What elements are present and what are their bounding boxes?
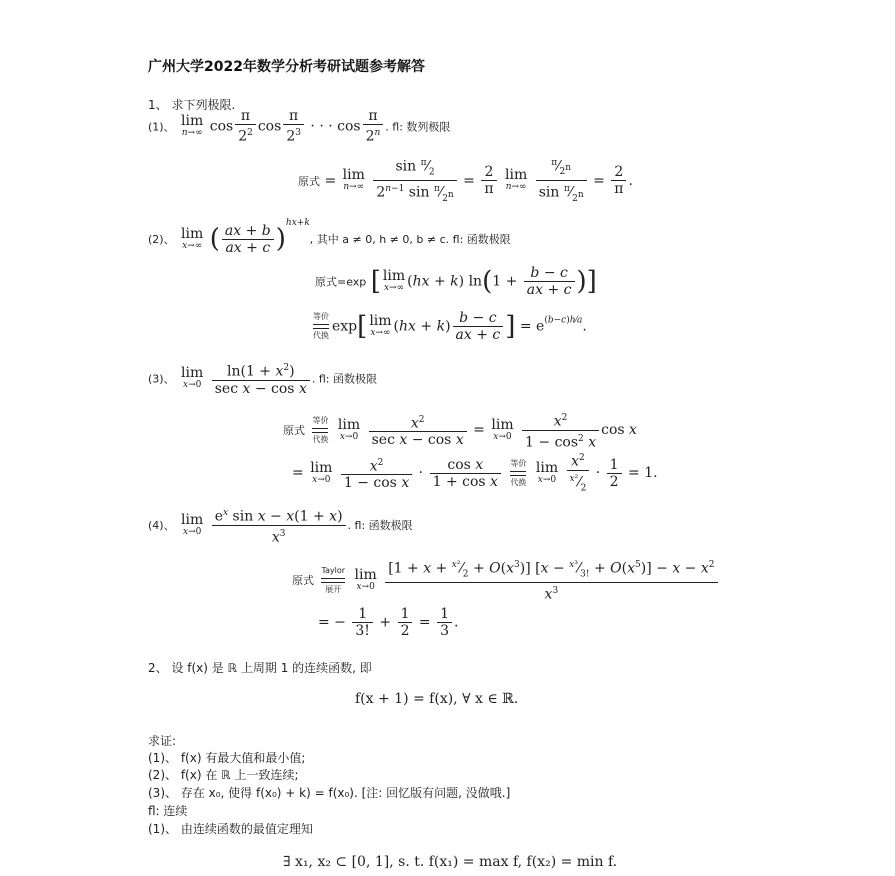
note-dengjia: 等价 — [313, 312, 329, 321]
q1-p4-solution-line2: = − $\frac{1}{3!}$ + $\frac{1}{2}$ = $\frac{1}{3}$ . — [318, 606, 459, 639]
q1-p2-tag: fl: 函数极限 — [449, 233, 511, 246]
q1-p4-number: (4)、 — [148, 519, 175, 533]
q1-p2-number: (2)、 — [148, 233, 175, 246]
note-daihuan: 代换 — [312, 434, 329, 444]
q1-p3-statement: (3)、 lim x→0 $\frac{\ln(1 + x^2)}{\text{sec x − cos x}}$ . fl: 函数极限 — [148, 360, 377, 397]
note-dengjia: 等价 — [312, 415, 329, 425]
q2-tag: fl: 连续 — [148, 804, 188, 818]
q2-solution-1: (1)、 由连续函数的最值定理知 — [148, 822, 313, 836]
q1-p1-solution: 原式 = lim n→∞ $\frac{\sin ^\pi⁄_2}{2^{n-1} \sin ^\pi⁄_{2^n}}$ = $\frac{2}{\pi}$ lim n→∞ $\frac{^\pi⁄_{2^n}}{\sin ^\pi⁄_{2^n}}$ = $\frac{2}{\pi}$ . — [298, 155, 633, 207]
q1-p4-answer-label: 原式 — [292, 574, 314, 588]
q1-p3-number: (3)、 — [148, 372, 175, 386]
note-dengjia: 等价 — [510, 458, 527, 468]
q2-equation: f(x + 1) = f(x), ∀ x ∈ ℝ. — [355, 691, 519, 707]
q1-p1-statement: (1)、 lim n→∞ cos $\frac{\pi}{2^2}$ cos $\frac{\pi}{2^3}$ · · · cos $\frac{\pi}{2^n}$ . fl: 数列极限 — [148, 108, 451, 145]
q2-intro: 2、 设 f(x) 是 ℝ 上周期 1 的连续函数, 即 — [148, 661, 372, 675]
q1-p3-answer-label: 原式 — [283, 424, 305, 438]
q1-p4-solution-line1: 原式 Taylor 展开 lim x→0 $\frac{[1 + x + ^{x^2}⁄_2 + O(x^3)] [x - ^{x^3}⁄_{3!} + O(x^5)] - x - x^2}{x^3}$ — [292, 557, 720, 603]
q1-p3-solution-line2: = lim x→0 $\frac{x^2}{\text{1 − cos x}}$ · $\frac{\text{cos x}}{\text{1 + cos x}}$ 等价 代换 lim x→0 $\frac{x^2}{^{x^2}⁄_2}$ · $\frac{1}{2}$ = 1. — [292, 450, 658, 496]
q1-p2-solution-line1: 原式=exp [ lim x→∞ (hx + k) ln(1 + $\frac{b - c}{ax + c}$ )] — [315, 265, 597, 298]
q2-prove-label: 求证: — [148, 734, 177, 748]
q1-p2-answer-label: 原式=exp — [315, 275, 367, 289]
q1-p1-number: (1)、 — [148, 120, 175, 134]
note-daihuan: 代换 — [510, 477, 527, 487]
q1-p4-tag: . fl: 函数极限 — [347, 519, 413, 533]
document-title: 广州大学2022年数学分析考研试题参考解答 — [148, 59, 425, 75]
q2-item-1: (1)、 f(x) 有最大值和最小值; — [148, 751, 306, 765]
q1-p2-solution-line2: 等价 代换 exp[ lim x→∞ (hx + k) $\frac{b - c}{ax + c}$ ] = $e^{(b-c)h⁄a}$. — [313, 310, 587, 343]
q2-last-equation: ∃ x₁, x₂ ⊂ [0, 1], s. t. f(x₁) = max f, f(x₂) = min f. — [283, 854, 618, 870]
q2-item-2: (2)、 f(x) 在 ℝ 上一致连续; — [148, 768, 299, 782]
q1-p2-condition: , 其中 a ≠ 0, h ≠ 0, b ≠ c. — [309, 233, 450, 246]
q1-p3-solution-line1: 原式 等价 代换 lim x→0 $\frac{x^2}{\text{sec x − cos x}}$ = lim x→0 $\frac{x^2}{1 - \cos^2 x}$ cos x — [283, 410, 637, 450]
q1-p2-statement: (2)、 lim x→∞ ( $\frac{ax + b}{ax + c}$ )$^{hx+k}$, 其中 a ≠ 0, h ≠ 0, b ≠ c. fl: 函数极限 — [148, 218, 511, 256]
note-taylor: Taylor — [321, 565, 346, 575]
note-zhankai: 展开 — [325, 584, 342, 594]
q1-p4-statement: (4)、 lim x→0 $\frac{e^x \sin x - x(1 + x)}{x^3}$ . fl: 函数极限 — [148, 505, 413, 545]
q1-p3-tag: . fl: 函数极限 — [311, 372, 377, 386]
q1-p1-answer-label: 原式 — [298, 174, 320, 188]
note-daihuan: 代换 — [313, 331, 329, 340]
q1-p1-tag: . fl: 数列极限 — [385, 120, 451, 134]
q2-item-3: (3)、 存在 x₀, 使得 f(x₀) + k) = f(x₀). [注: 回忆版有问题, 没做哦.] — [148, 786, 511, 800]
q1-intro: 1、 求下列极限. — [148, 98, 236, 112]
